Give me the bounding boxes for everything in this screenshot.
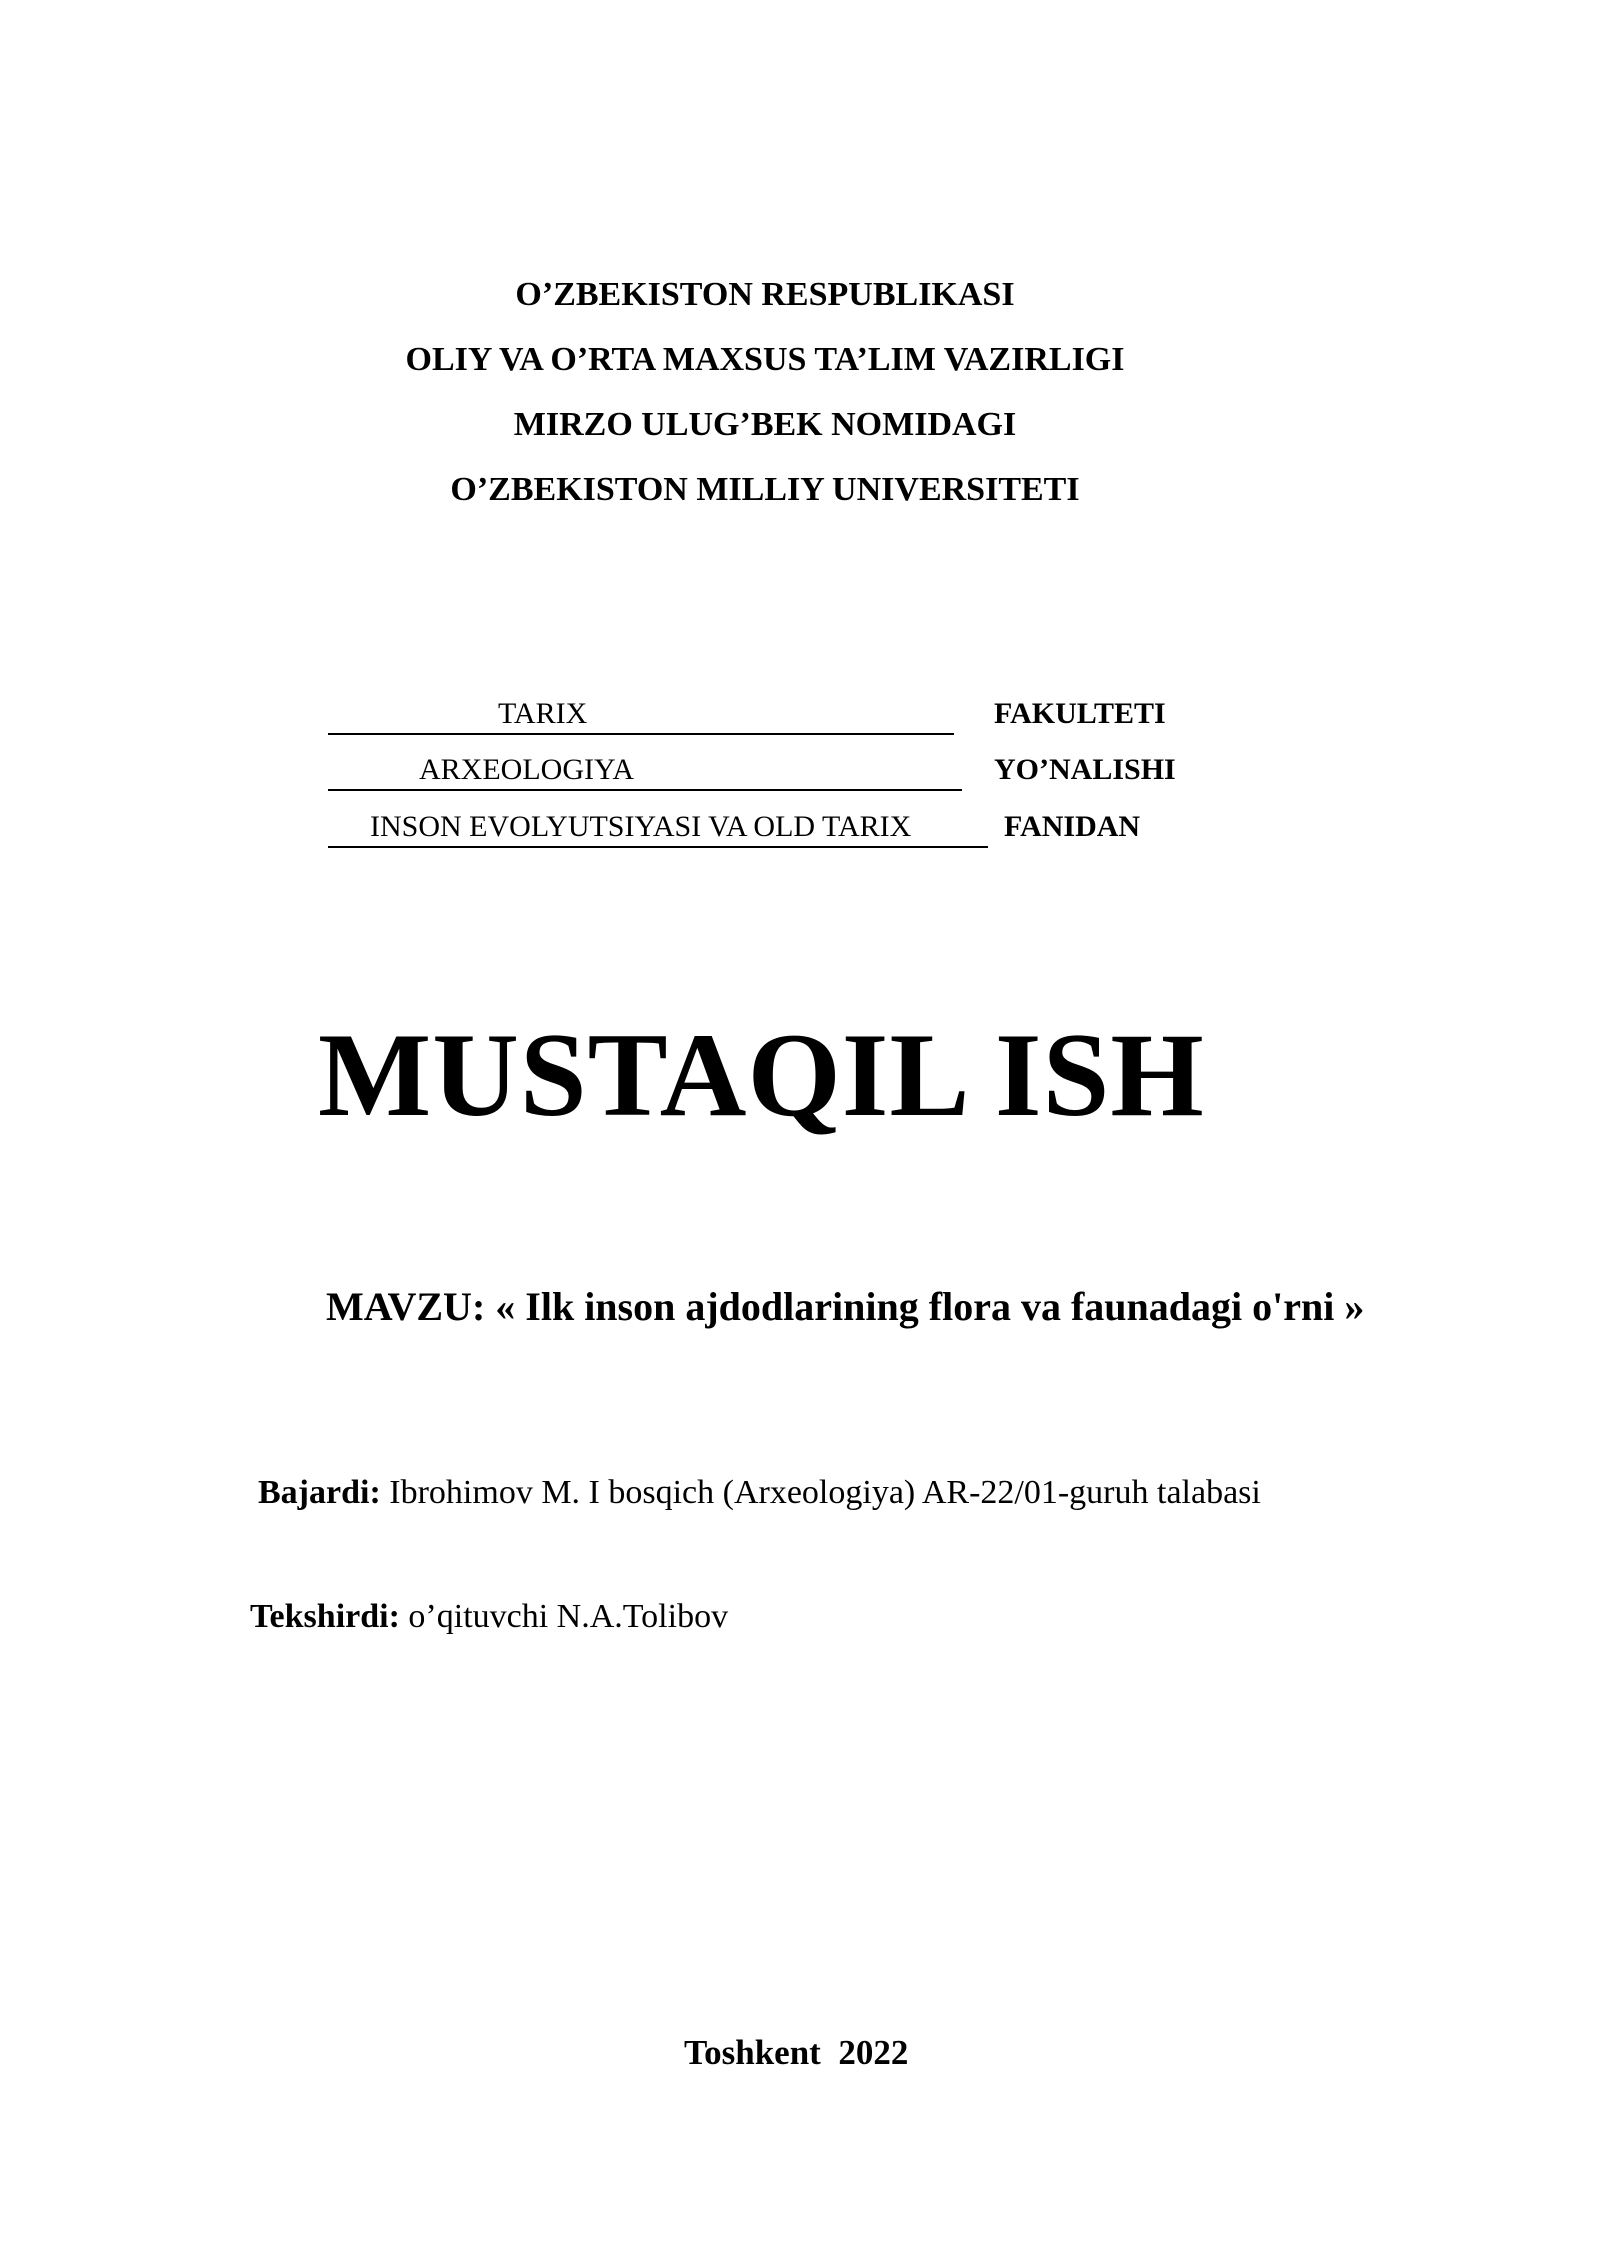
header-line-named-after: MIRZO ULUG’BEK NOMIDAGI	[513, 406, 1017, 443]
topic-line	[326, 1280, 1364, 1334]
subject-value: INSON EVOLYUTSIYASI VA OLD TARIX	[370, 810, 912, 843]
performer-text: Ibrohimov M. I bosqich (Arxeologiya) AR-22/01-guruh talabasi	[389, 1474, 1261, 1511]
header-line-ministry: OLIY VA O’RTA MAXSUS TA’LIM VAZIRLIGI	[405, 341, 1125, 378]
institution-header	[0, 262, 1530, 522]
faculty-label: FAKULTETI	[994, 697, 1166, 730]
checker-text: o’qituvchi N.A.Tolibov	[408, 1598, 729, 1635]
subject-label: FANIDAN	[1004, 810, 1141, 843]
header-line-republic: O’ZBEKISTON RESPUBLIKASI	[515, 276, 1015, 313]
checker-line	[250, 1594, 728, 1640]
document-title: MUSTAQIL ISH	[318, 1008, 1205, 1141]
footer-place-year: Toshkent 2022	[684, 2033, 909, 2072]
performer-line	[258, 1470, 1261, 1516]
checker-label: Tekshirdi:	[250, 1598, 400, 1635]
header-line-university: O’ZBEKISTON MILLIY UNIVERSITETI	[450, 471, 1080, 508]
topic-text: « Ilk inson ajdodlarining flora va faunadagi o'rni »	[495, 1284, 1365, 1329]
direction-value: ARXEOLOGIYA	[419, 753, 634, 786]
direction-label: YO’NALISHI	[994, 753, 1176, 786]
topic-label: MAVZU:	[326, 1284, 486, 1329]
faculty-underline	[328, 695, 954, 735]
performer-label: Bajardi:	[258, 1474, 381, 1511]
faculty-value: TARIX	[498, 697, 588, 730]
